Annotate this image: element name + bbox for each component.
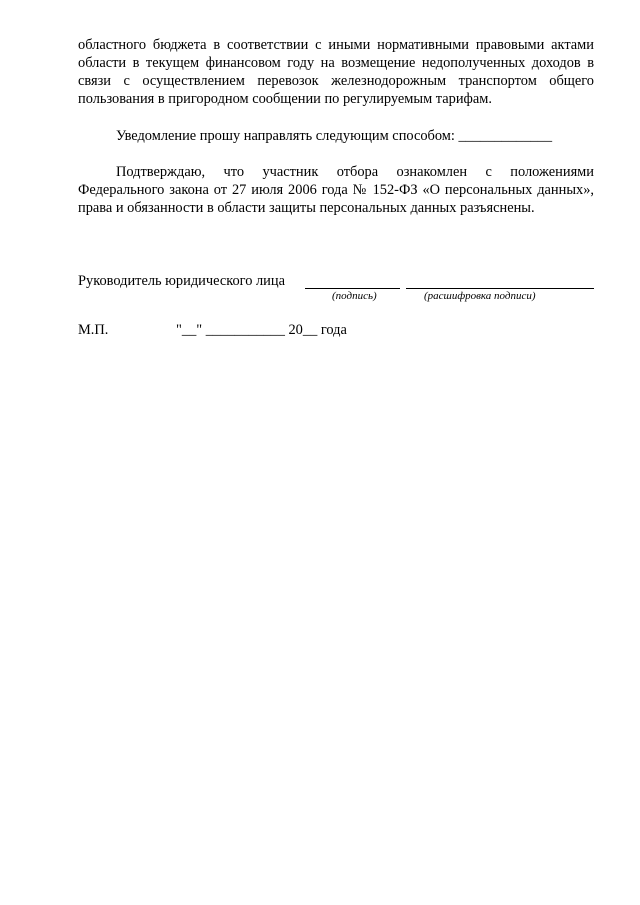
signature-decoding-caption: (расшифровка подписи)	[424, 290, 536, 302]
budget-paragraph: областного бюджета в соответствии с иными нормативными правовыми актами области в текущем финансовом году на возмещение недополученных доходов в связи с осуществлением перевозок железнодорожным транспортом общего пользования в пригородном сообщении по регулируемым тарифам.	[78, 37, 594, 107]
signature-decoding-line	[406, 288, 594, 289]
signature-row	[78, 272, 594, 290]
date-line: "__" ___________ 20__ года	[176, 322, 347, 338]
signatory-label: Руководитель юридического лица	[78, 273, 285, 289]
personal-data-consent-paragraph: Подтверждаю, что участник отбора ознакомлен с положениями Федерального закона от 27 июля 2006 года № 152-ФЗ «О персональных данных», права и обязанности в области защиты персональных данных разъяснены.	[78, 164, 594, 216]
stamp-date-row	[78, 321, 478, 339]
signature-line	[305, 288, 400, 289]
stamp-place-label: М.П.	[78, 322, 109, 338]
signature-caption: (подпись)	[332, 290, 377, 302]
notification-method-paragraph: Уведомление прошу направлять следующим способом: _____________	[116, 128, 553, 144]
